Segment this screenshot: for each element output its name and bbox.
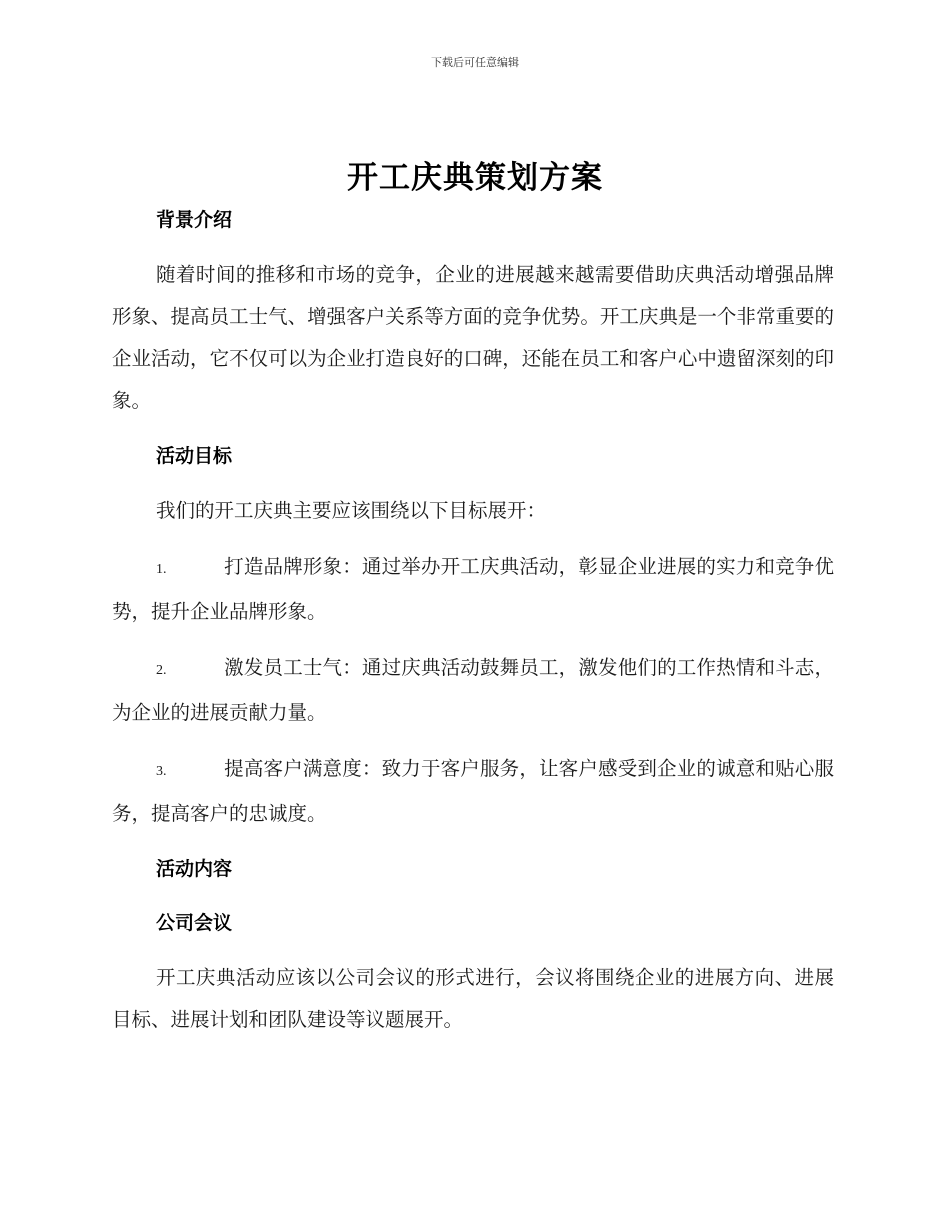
document-title: 开工庆典策划方案 xyxy=(347,160,603,196)
list-item-text: 打造品牌形象：通过举办开工庆典活动，彰显企业进展的实力和竞争优势，提升企业品牌形象。 xyxy=(112,555,834,623)
section-heading-background: 背景介绍 xyxy=(156,209,233,231)
list-item-text: 提高客户满意度：致力于客户服务，让客户感受到企业的诚意和贴心服务，提高客户的忠诚度。 xyxy=(112,757,834,825)
document-body xyxy=(112,200,834,1041)
section-heading-goals: 活动目标 xyxy=(156,445,233,467)
header-note: 下载后可任意编辑 xyxy=(431,56,519,69)
goal-list-item xyxy=(112,546,834,633)
section-heading-meeting: 公司会议 xyxy=(156,912,233,934)
list-item-text: 激发员工士气：通过庆典活动鼓舞员工，激发他们的工作热情和斗志，为企业的进展贡献力量。 xyxy=(112,656,834,724)
section-heading-content: 活动内容 xyxy=(156,858,233,880)
goals-intro-paragraph: 我们的开工庆典主要应该围绕以下目标展开： xyxy=(156,499,547,522)
list-number: 2. xyxy=(156,663,167,678)
meeting-paragraph: 开工庆典活动应该以公司会议的形式进行，会议将围绕企业的进展方向、进展目标、进展计划和团队建设等议题展开。 xyxy=(112,966,834,1031)
list-number: 1. xyxy=(156,562,167,577)
goal-list-item xyxy=(112,647,834,734)
background-paragraph: 随着时间的推移和市场的竞争，企业的进展越来越需要借助庆典活动增强品牌形象、提高员工士气、增强客户关系等方面的竞争优势。开工庆典是一个非常重要的企业活动，它不仅可以为企业打造良好的口碑，还能在员工和客户心中遗留深刻的印象。 xyxy=(112,263,834,412)
goal-list-item xyxy=(112,748,834,835)
list-number: 3. xyxy=(156,764,167,779)
